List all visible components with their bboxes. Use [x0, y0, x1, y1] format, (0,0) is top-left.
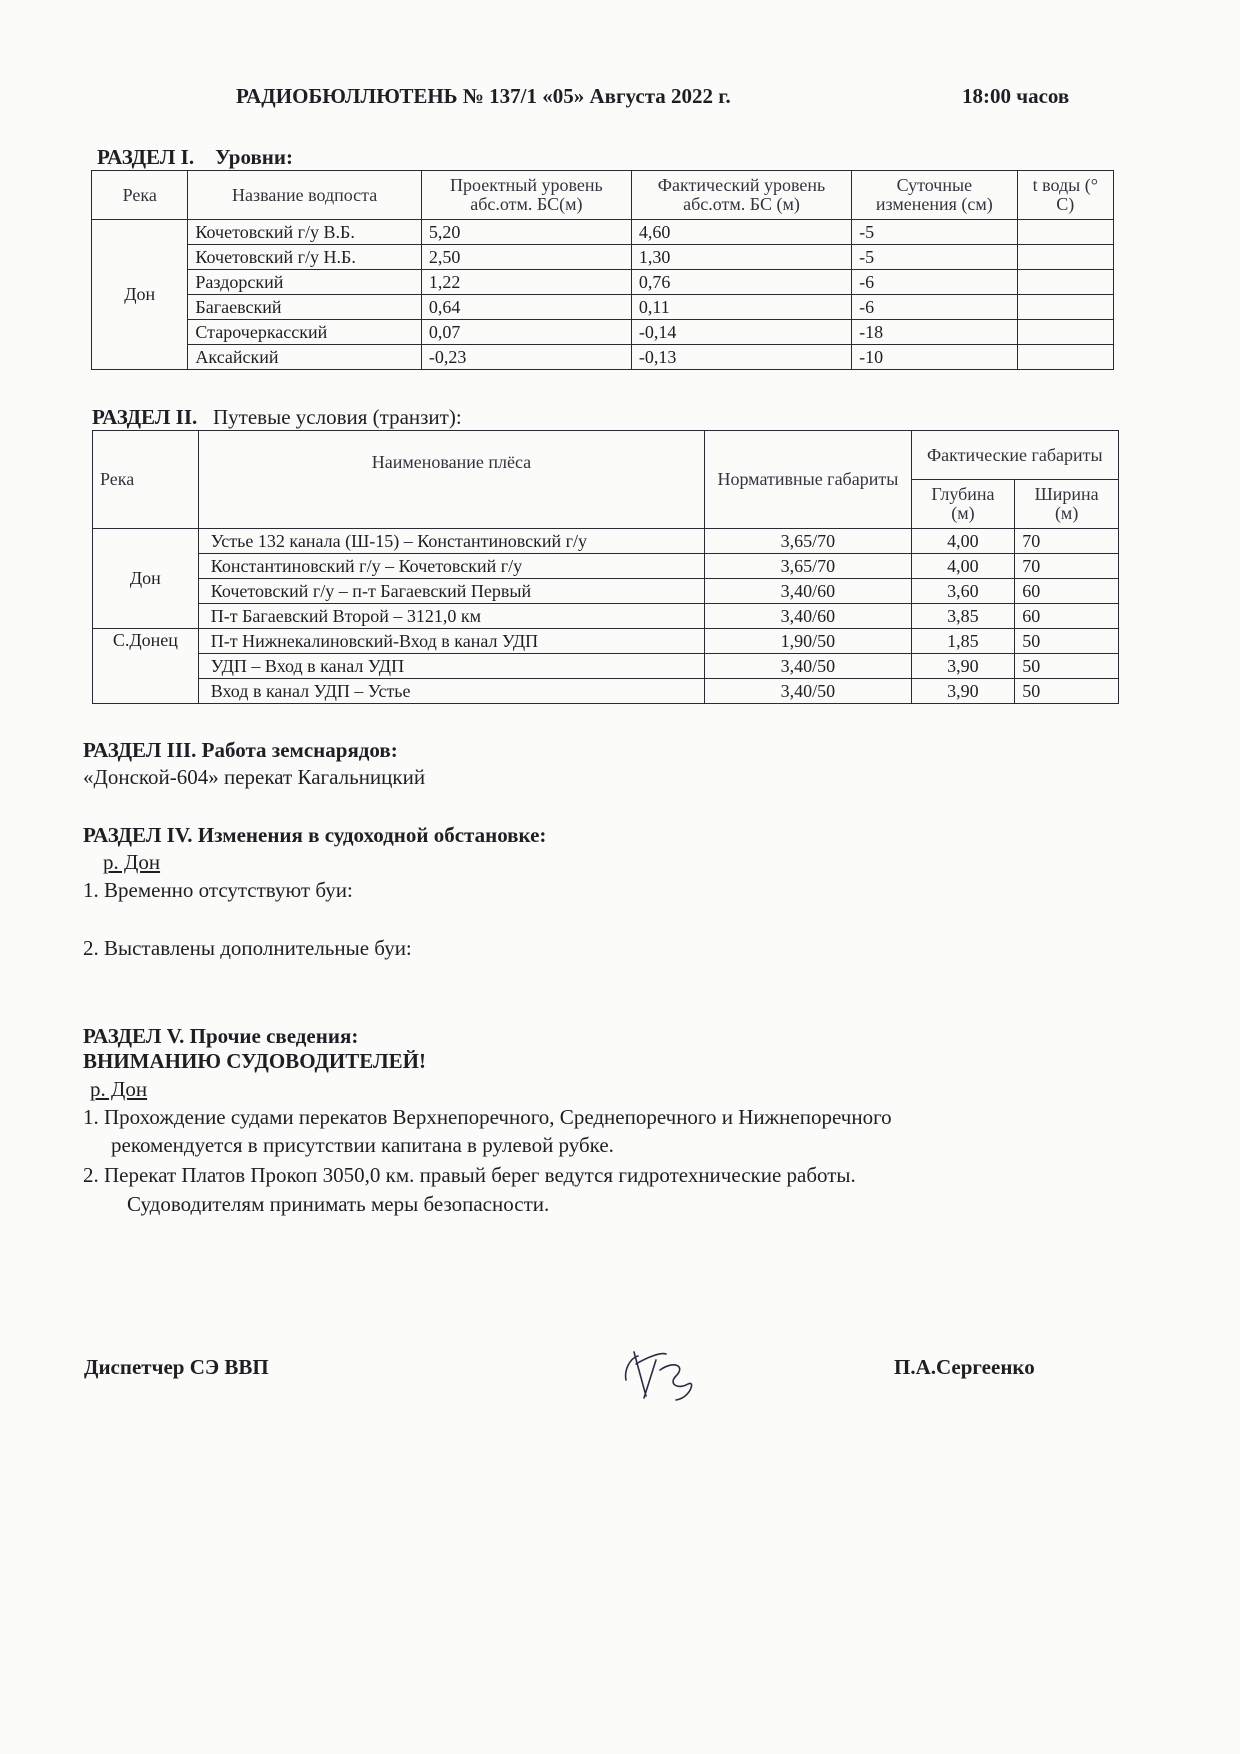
normative-cell: 3,40/50: [705, 679, 911, 704]
reach-cell: Вход в канал УДП – Устье: [198, 679, 704, 704]
depth-cell: 4,00: [911, 554, 1015, 579]
reach-cell: П-т Багаевский Второй – 3121,0 км: [198, 604, 704, 629]
table-row: [92, 295, 1114, 320]
bulletin-header: [236, 84, 1096, 109]
actual-cell: -0,13: [631, 345, 851, 370]
actual-cell: -0,14: [631, 320, 851, 345]
table-row: [93, 629, 1119, 654]
section1-label: РАЗДЕЛ I.: [97, 145, 195, 169]
daily-cell: -5: [852, 220, 1017, 245]
station-cell: Раздорский: [188, 270, 421, 295]
col-river: Река: [92, 171, 188, 220]
width-cell: 50: [1015, 679, 1119, 704]
transit-table: [92, 430, 1119, 704]
section5-item1-line2: рекомендуется в присутствии капитана в рулевой рубке.: [111, 1133, 614, 1157]
station-cell: Старочеркасский: [188, 320, 421, 345]
river-cell: С.Донец: [93, 629, 199, 704]
reach-cell: Константиновский г/у – Кочетовский г/у: [198, 554, 704, 579]
width-cell: 60: [1015, 579, 1119, 604]
levels-table: [91, 170, 1114, 370]
section1-title: [97, 145, 293, 170]
width-cell: 60: [1015, 604, 1119, 629]
col-river: Река: [93, 431, 199, 529]
normative-cell: 3,40/50: [705, 654, 911, 679]
section5-attention: ВНИМАНИЮ СУДОВОДИТЕЛЕЙ!: [83, 1049, 426, 1073]
section2-heading: Путевые условия (транзит):: [213, 405, 462, 429]
design-cell: 2,50: [421, 245, 631, 270]
normative-cell: 3,40/60: [705, 579, 911, 604]
depth-cell: 3,60: [911, 579, 1015, 604]
station-cell: Кочетовский г/у Н.Б.: [188, 245, 421, 270]
width-cell: 70: [1015, 554, 1119, 579]
section4-item2: 2. Выставлены дополнительные буи:: [83, 936, 412, 960]
depth-cell: 3,90: [911, 654, 1015, 679]
section5-item1-line1: 1. Прохождение судами перекатов Верхнепоречного, Среднепоречного и Нижнепоречного: [83, 1105, 892, 1129]
col-normative: Нормативные габариты: [705, 431, 911, 529]
depth-cell: 4,00: [911, 529, 1015, 554]
handwritten-signature: [616, 1340, 716, 1406]
actual-cell: 0,76: [631, 270, 851, 295]
depth-cell: 1,85: [911, 629, 1015, 654]
reach-cell: Устье 132 канала (Ш-15) – Константиновский г/у: [198, 529, 704, 554]
section2-label: РАЗДЕЛ II.: [92, 405, 198, 429]
daily-cell: -18: [852, 320, 1017, 345]
col-design-level: Проектный уровень абс.отм. БС(м): [421, 171, 631, 220]
col-width: Ширина (м): [1015, 480, 1119, 529]
design-cell: -0,23: [421, 345, 631, 370]
section5-item2-line1: 2. Перекат Платов Прокоп 3050,0 км. правый берег ведутся гидротехнические работы.: [83, 1163, 856, 1187]
col-water-temp: t воды (° С): [1017, 171, 1113, 220]
temp-cell: [1017, 295, 1113, 320]
temp-cell: [1017, 220, 1113, 245]
table-row: [93, 604, 1119, 629]
signature-position: Диспетчер СЭ ВВП: [84, 1355, 269, 1379]
normative-cell: 3,65/70: [705, 554, 911, 579]
section5-item2-line2: Судоводителям принимать меры безопасности.: [127, 1192, 550, 1216]
daily-cell: -5: [852, 245, 1017, 270]
signature-name: П.А.Сергеенко: [894, 1355, 1035, 1379]
table-row: [93, 529, 1119, 554]
temp-cell: [1017, 245, 1113, 270]
table-row: [92, 345, 1114, 370]
col-actual-dimensions: Фактические габариты: [911, 431, 1118, 480]
transit-header-row: [93, 431, 1119, 480]
width-cell: 50: [1015, 629, 1119, 654]
river-cell: Дон: [93, 529, 199, 629]
daily-cell: -6: [852, 295, 1017, 320]
table-row: [93, 654, 1119, 679]
section5-river: р. Дон: [90, 1077, 148, 1101]
col-daily-change: Суточные изменения (см): [852, 171, 1017, 220]
width-cell: 70: [1015, 529, 1119, 554]
table-row: [92, 270, 1114, 295]
reach-cell: УДП – Вход в канал УДП: [198, 654, 704, 679]
section2-title: [92, 405, 462, 430]
reach-cell: Кочетовский г/у – п-т Багаевский Первый: [198, 579, 704, 604]
col-station: Название водпоста: [188, 171, 421, 220]
daily-cell: -6: [852, 270, 1017, 295]
section5-title: РАЗДЕЛ V. Прочие сведения:: [83, 1024, 359, 1048]
actual-cell: 1,30: [631, 245, 851, 270]
width-cell: 50: [1015, 654, 1119, 679]
actual-cell: 0,11: [631, 295, 851, 320]
section1-heading: Уровни:: [215, 145, 293, 169]
depth-cell: 3,90: [911, 679, 1015, 704]
design-cell: 0,07: [421, 320, 631, 345]
section3-title: РАЗДЕЛ III. Работа земснарядов:: [83, 738, 398, 762]
actual-cell: 4,60: [631, 220, 851, 245]
table-row: [92, 245, 1114, 270]
table-row: [93, 579, 1119, 604]
table-row: [92, 320, 1114, 345]
normative-cell: 3,65/70: [705, 529, 911, 554]
table-row: [93, 679, 1119, 704]
section4-item1: 1. Временно отсутствуют буи:: [83, 878, 353, 902]
col-reach: Наименование плёса: [198, 431, 704, 529]
normative-cell: 1,90/50: [705, 629, 911, 654]
table-row: [92, 220, 1114, 245]
col-depth: Глубина (м): [911, 480, 1015, 529]
bulletin-time: 18:00 часов: [962, 84, 1070, 108]
design-cell: 5,20: [421, 220, 631, 245]
section3-line: «Донской-604» перекат Кагальницкий: [83, 765, 426, 789]
station-cell: Багаевский: [188, 295, 421, 320]
station-cell: Кочетовский г/у В.Б.: [188, 220, 421, 245]
reach-cell: П-т Нижнекалиновский-Вход в канал УДП: [198, 629, 704, 654]
temp-cell: [1017, 270, 1113, 295]
depth-cell: 3,85: [911, 604, 1015, 629]
table-row: [93, 554, 1119, 579]
levels-header-row: [92, 171, 1114, 220]
normative-cell: 3,40/60: [705, 604, 911, 629]
temp-cell: [1017, 320, 1113, 345]
temp-cell: [1017, 345, 1113, 370]
bulletin-title: РАДИОБЮЛЛЮТЕНЬ № 137/1 «05» Августа 2022 г.: [236, 84, 731, 108]
daily-cell: -10: [852, 345, 1017, 370]
river-cell: Дон: [92, 220, 188, 370]
design-cell: 1,22: [421, 270, 631, 295]
section4-title: РАЗДЕЛ IV. Изменения в судоходной обстановке:: [83, 823, 547, 847]
design-cell: 0,64: [421, 295, 631, 320]
section4-river: р. Дон: [103, 850, 161, 874]
station-cell: Аксайский: [188, 345, 421, 370]
col-actual-level: Фактический уровень абс.отм. БС (м): [631, 171, 851, 220]
